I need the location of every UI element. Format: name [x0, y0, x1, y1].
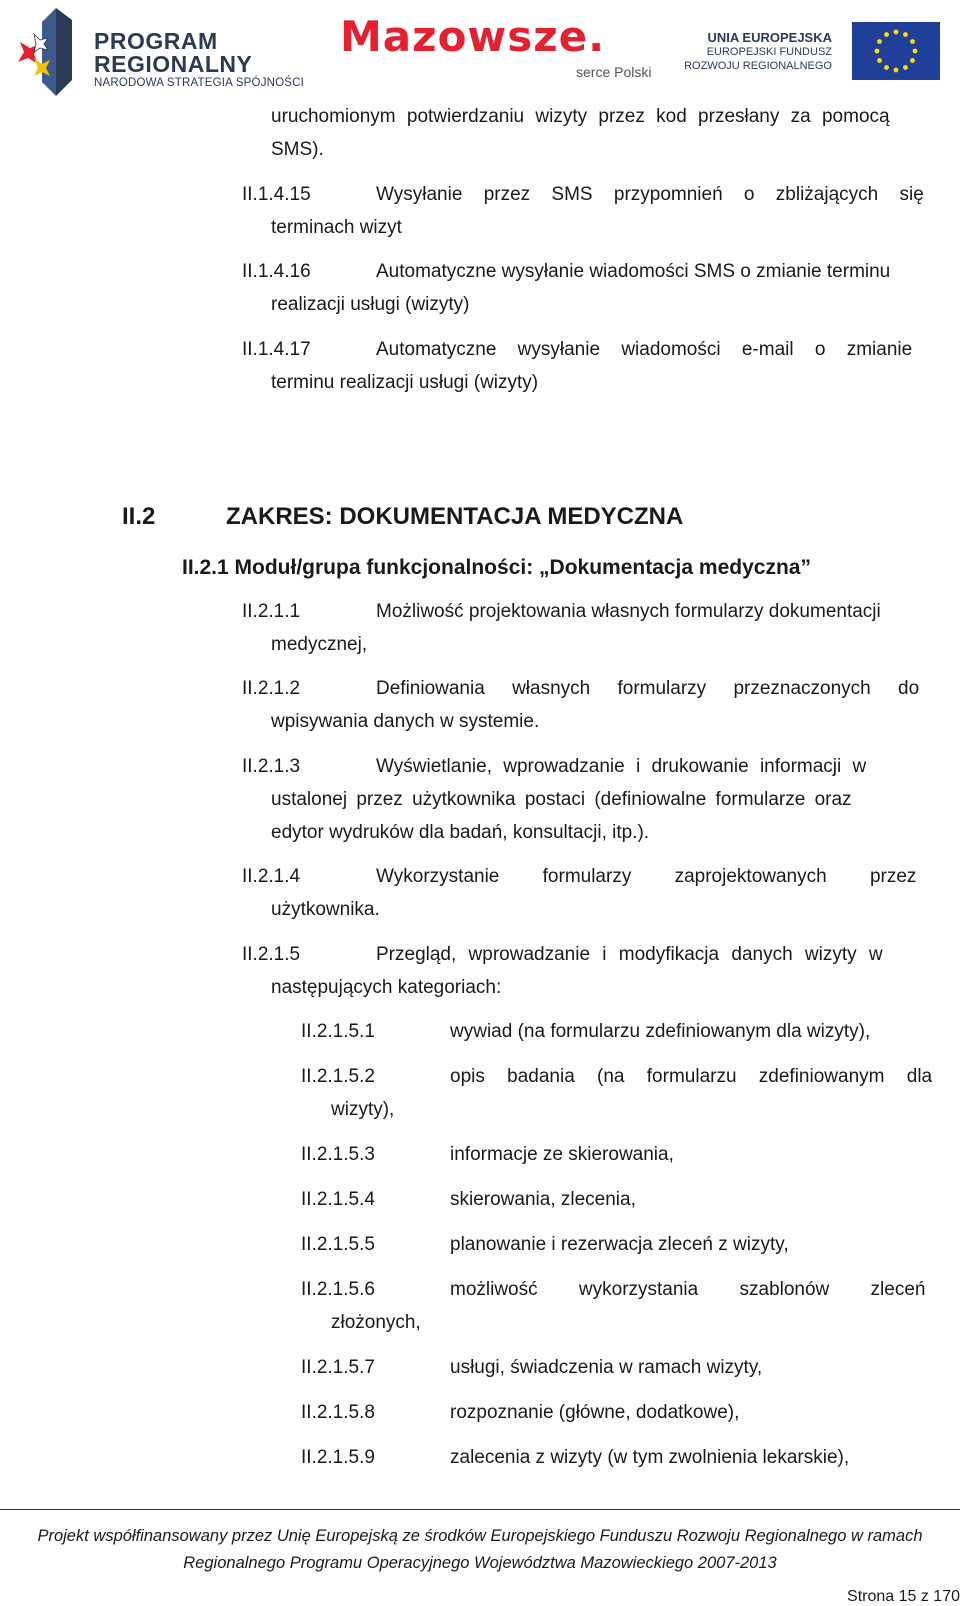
- subitem-number: II.2.1.5.6: [301, 1279, 375, 1300]
- subitem-text-line1: rozpoznanie (główne, dodatkowe),: [450, 1402, 740, 1423]
- footer-line1: Projekt współfinansowany przez Unię Europejską ze środków Europejskiego Funduszu Rozwoju Regionalnego w ramach: [37, 1527, 923, 1545]
- item-text-line2: ustalonej przez użytkownika postaci (definiowalne formularze oraz: [271, 789, 852, 810]
- footer-divider: [0, 1509, 960, 1510]
- eu-line2: EUROPEJSKI FUNDUSZ: [706, 46, 832, 58]
- subitem-number: II.2.1.5.2: [301, 1066, 375, 1087]
- subitem-number: II.2.1.5.4: [301, 1189, 375, 1210]
- item-text-line1: Przegląd, wprowadzanie i modyfikacja danych wizyty w: [376, 944, 883, 965]
- item-text-line1: Definiowania własnych formularzy przeznaczonych do: [376, 678, 920, 699]
- subitem-number: II.2.1.5.9: [301, 1447, 375, 1468]
- section-number: II.2: [122, 503, 156, 530]
- subitem-number: II.2.1.5.7: [301, 1357, 375, 1378]
- subitem-number: II.2.1.5.3: [301, 1144, 375, 1165]
- footer-line2: Regionalnego Programu Operacyjnego Województwa Mazowieckiego 2007-2013: [183, 1554, 777, 1572]
- subitem-text-line1: zalecenia z wizyty (w tym zwolnienia lekarskie),: [450, 1447, 850, 1468]
- eu-line1: UNIA EUROPEJSKA: [707, 30, 832, 45]
- subitem-number: II.2.1.5.1: [301, 1021, 375, 1042]
- item-text-line3: edytor wydruków dla badań, konsultacji, itp.).: [271, 822, 650, 843]
- mazowsze-word: Mazowsze.: [340, 12, 606, 61]
- item-number: II.1.4.17: [242, 339, 311, 360]
- item-text-line1: Możliwość projektowania własnych formularzy dokumentacji: [376, 601, 881, 622]
- item-text-line2: terminu realizacji usługi (wizyty): [271, 372, 539, 393]
- item-text-line2: medycznej,: [271, 634, 368, 655]
- page-header: [0, 0, 960, 100]
- subitem-text-line1: opis badania (na formularzu zdefiniowanym dla: [450, 1066, 933, 1087]
- item-text-line1: Wysyłanie przez SMS przypomnień o zbliżających się: [376, 184, 924, 205]
- subitem-text-line1: wywiad (na formularzu zdefiniowanym dla wizyty),: [450, 1021, 871, 1042]
- item-text-line2: realizacji usługi (wizyty): [271, 294, 470, 315]
- subitem-text-line1: informacje ze skierowania,: [450, 1144, 674, 1165]
- item-text-line1: Automatyczne wysyłanie wiadomości SMS o zmianie terminu: [376, 261, 891, 282]
- program-line2: REGIONALNY: [94, 51, 253, 77]
- subitem-text-line1: planowanie i rezerwacja zleceń z wizyty,: [450, 1234, 789, 1255]
- item-text-line2: następujących kategoriach:: [271, 977, 502, 998]
- item-number: II.2.1.3: [242, 756, 301, 777]
- program-regionalny-emblem-icon: [16, 8, 88, 96]
- subsection-title: II.2.1 Moduł/grupa funkcjonalności: „Dokumentacja medyczna”: [182, 556, 811, 579]
- continuation-text: uruchomionym potwierdzaniu wizyty przez kod przesłany za pomocą: [271, 106, 890, 127]
- subitem-text-line2: wizyty),: [331, 1099, 395, 1120]
- item-number: II.2.1.4: [242, 866, 301, 887]
- program-line3: NARODOWA STRATEGIA SPÓJNOŚCI: [94, 77, 305, 89]
- continuation-line1: [271, 106, 957, 128]
- eu-logo: [686, 20, 940, 82]
- item-number: II.2.1.1: [242, 601, 301, 622]
- eu-flag-icon: [852, 22, 940, 80]
- subitem-text-line1: możliwość wykorzystania szablonów zleceń: [450, 1279, 926, 1300]
- item-text-line1: Wyświetlanie, wprowadzanie i drukowanie informacji w: [376, 756, 867, 777]
- subitem-number: II.2.1.5.8: [301, 1402, 375, 1423]
- section-title: ZAKRES: DOKUMENTACJA MEDYCZNA: [226, 503, 684, 530]
- item-text-line1: Wykorzystanie formularzy zaprojektowanych przez: [376, 866, 917, 887]
- continuation-line2: SMS).: [271, 139, 324, 160]
- item-text-line2: terminach wizyt: [271, 217, 402, 238]
- item-text-line2: wpisywania danych w systemie.: [271, 711, 540, 732]
- item-number: II.2.1.5: [242, 944, 301, 965]
- eu-line3: ROZWOJU REGIONALNEGO: [684, 60, 832, 72]
- item-text-line2: użytkownika.: [271, 899, 380, 920]
- subitem-text-line2: złożonych,: [331, 1312, 421, 1333]
- subitem-number: II.2.1.5.5: [301, 1234, 375, 1255]
- item-number: II.2.1.2: [242, 678, 301, 699]
- mazowsze-subtitle: serce Polski: [576, 64, 652, 80]
- item-number: II.1.4.15: [242, 184, 311, 205]
- program-regionalny-logo: [16, 8, 305, 96]
- program-line1: PROGRAM: [94, 28, 218, 54]
- item-number: II.1.4.16: [242, 261, 311, 282]
- item-text-line1: Automatyczne wysyłanie wiadomości e-mail o zmianie: [376, 339, 913, 360]
- subitem-text-line1: skierowania, zlecenia,: [450, 1189, 636, 1210]
- mazowsze-logo: [340, 12, 652, 88]
- subitem-text-line1: usługi, świadczenia w ramach wizyty,: [450, 1357, 763, 1378]
- page-number: Strona 15 z 170: [847, 1588, 960, 1605]
